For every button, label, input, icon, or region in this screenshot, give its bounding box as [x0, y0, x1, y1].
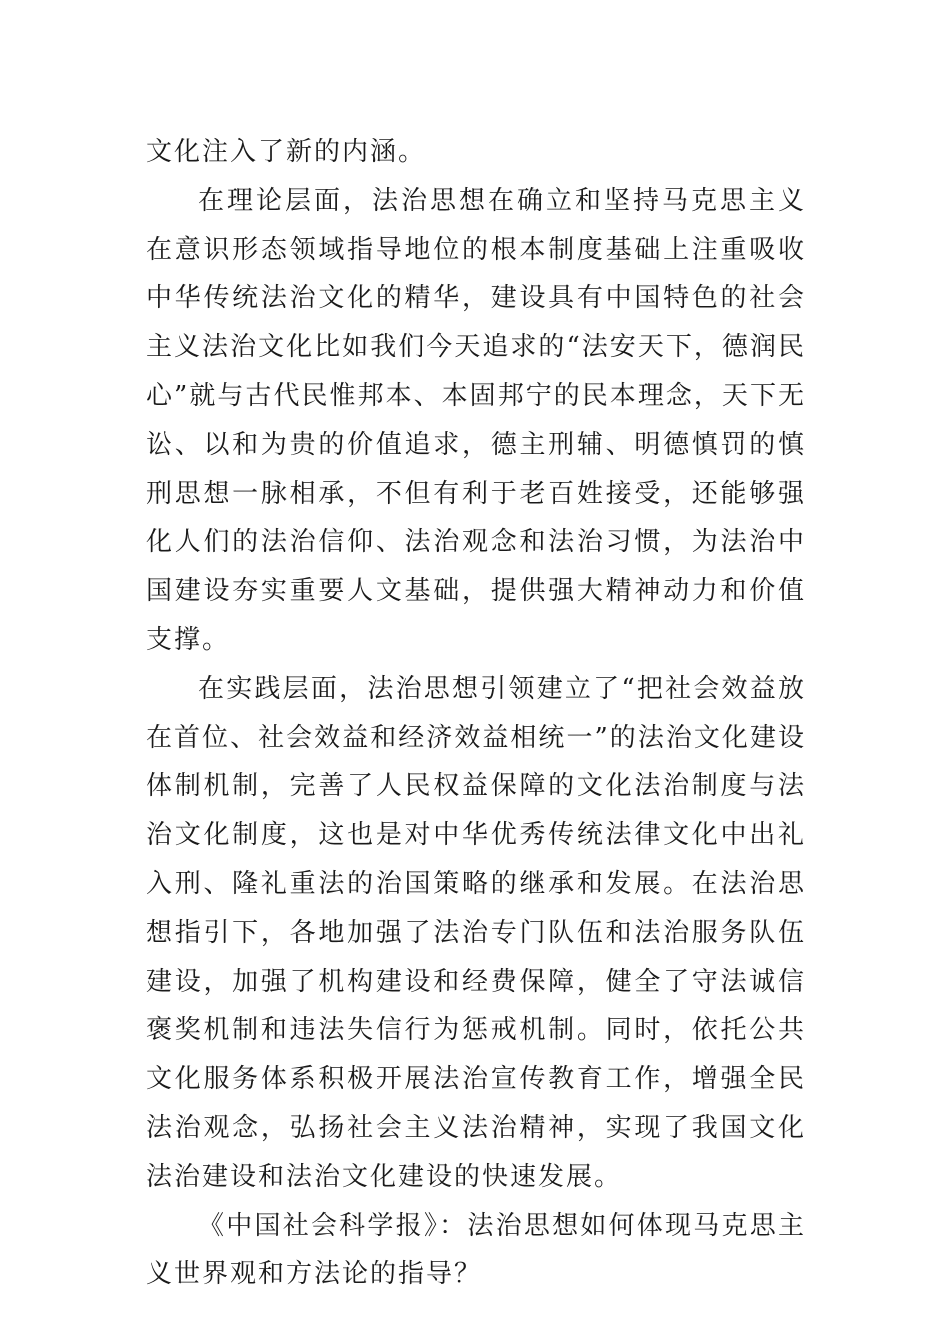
paragraph-theory: 在理论层面，法治思想在确立和坚持马克思主义在意识形态领域指导地位的根本制度基础上注重吸收中华传统法治文化的精华，建设具有中国特色的社会主义法治文化比如我们今天追求的“法安天下，德润民心”就与古代民惟邦本、本固邦宁的民本理念，天下无讼、以和为贵的价值追求，德主刑辅、明德慎罚的慎刑思想一脉相承，不但有利于老百姓接受，还能够强化人们的法治信仰、法治观念和法治习惯，为法治中国建设夯实重要人文基础，提供强大精神动力和价值支撑。: [146, 185, 806, 655]
paragraph-continuation: 文化注入了新的内涵。: [146, 137, 427, 167]
paragraph-question: 《中国社会科学报》：法治思想如何体现马克思主义世界观和方法论的指导？: [146, 1210, 806, 1290]
body-text: [146, 128, 806, 1299]
paragraph-practice: 在实践层面，法治思想引领建立了“把社会效益放在首位、社会效益和经济效益相统一”的法治文化建设体制机制，完善了人民权益保障的文化法治制度与法治文化制度，这也是对中华优秀传统法律文化中出礼入刑、隆礼重法的治国策略的继承和发展。在法治思想指引下，各地加强了法治专门队伍和法治服务队伍建设，加强了机构建设和经费保障，健全了守法诚信褒奖机制和违法失信行为惩戒机制。同时，依托公共文化服务体系积极开展法治宣传教育工作，增强全民法治观念，弘扬社会主义法治精神，实现了我国文化法治建设和法治文化建设的快速发展。: [146, 673, 806, 1192]
